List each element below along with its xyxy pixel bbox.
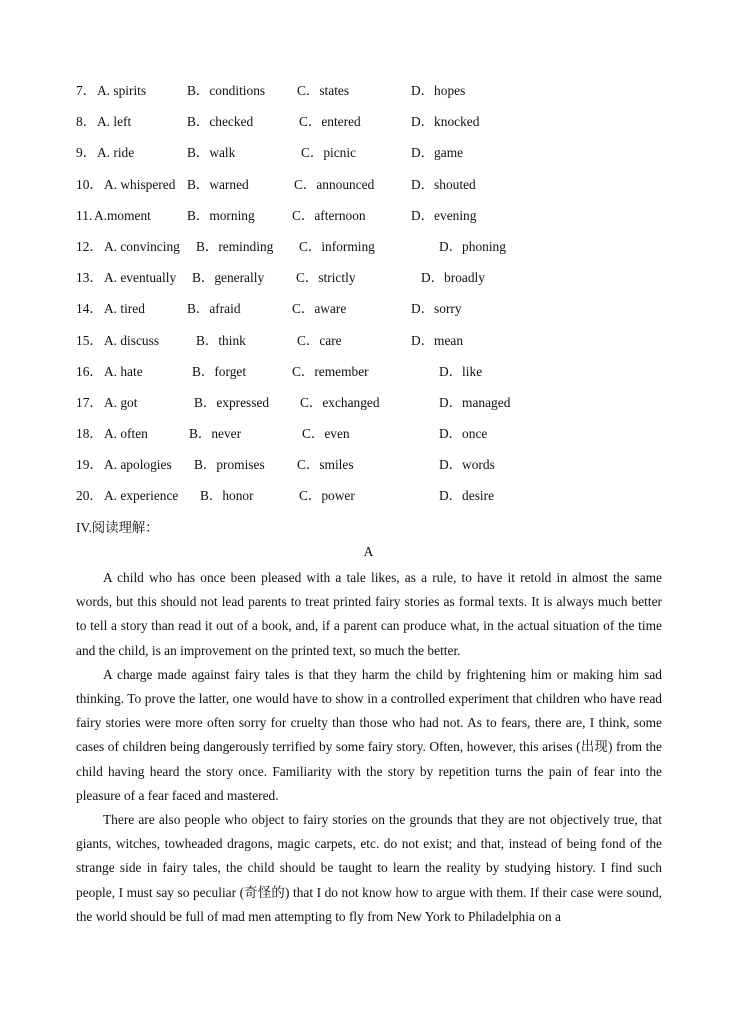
option-d: D．once: [439, 426, 488, 442]
option-a: A. discuss: [104, 332, 160, 348]
option-b: B．forget: [192, 363, 247, 379]
option-c: C．power: [299, 488, 355, 504]
option-b: B．generally: [192, 270, 265, 286]
option-a: A. eventually: [104, 270, 177, 286]
question-row: [76, 425, 676, 456]
option-d: D．like: [439, 363, 483, 379]
option-d: D．game: [411, 145, 464, 161]
option-d: D．phoning: [439, 238, 506, 254]
option-d: D．words: [439, 457, 495, 473]
option-c: C．announced: [294, 176, 375, 192]
question-row: [76, 363, 676, 394]
question-row: [76, 113, 676, 144]
option-d: D．desire: [439, 488, 495, 504]
question-number: 8．: [76, 114, 97, 130]
question-row: [76, 487, 676, 518]
option-b: B．walk: [187, 145, 236, 161]
option-a: A. hate: [104, 363, 143, 379]
option-c: C．afternoon: [292, 207, 366, 223]
question-number: 11.: [76, 207, 93, 223]
option-a: A. spirits: [97, 83, 147, 98]
option-c: C．remember: [292, 363, 369, 379]
passage-paragraph: A child who has once been pleased with a tale likes, as a rule, to have it retold in almost the same words, but this should not lead parents to treat printed fairy stories as formal texts. It is always much better to tell a story than read it out of a book, and, if a parent can produce what, in the actual situation of the time and the child, is an improvement on the printed text, so much the better.: [76, 570, 662, 658]
question-row: [76, 144, 676, 175]
option-b: B．checked: [187, 114, 254, 130]
option-a: A. apologies: [104, 457, 172, 473]
option-d: D．mean: [411, 332, 464, 348]
question-row: [76, 300, 676, 331]
passage-paragraph: There are also people who object to fairy stories on the grounds that they are not objectively true, that giants, witches, towheaded dragons, magic carpets, etc. do not exist; and that, instead of being fond of the strange side in fairy tales, the child should be taught to learn the reality by studying history. I find such people, I must say so peculiar (奇怪的) that I do not know how to argue with them. If their case were sound, the world should be full of mad men attempting to fly from New York to Philadelphia on a: [76, 812, 662, 924]
option-d: D．sorry: [411, 301, 462, 317]
option-c: C．informing: [299, 238, 375, 254]
option-b: B．reminding: [196, 238, 274, 254]
section-heading: IV.阅读理解：: [76, 520, 159, 535]
question-number: 15．: [76, 332, 103, 348]
option-b: B．conditions: [187, 83, 266, 98]
option-d: D．hopes: [411, 83, 466, 98]
passage-title: A: [363, 544, 374, 559]
passage-paragraph: A charge made against fairy tales is that they harm the child by frightening him or making him sad thinking. To prove the latter, one would have to show in a controlled experiment that children who have read fairy stories were more often sorry for cruelty than those who had not. As to fears, there are, I think, some cases of children being dangerously terrified by some fairy story. Often, however, this arises (出现) from the child having heard the story once. Familiarity with the story by repetition turns the pain of fear into the pleasure of a fear faced and mastered.: [76, 666, 662, 803]
option-c: C．exchanged: [300, 394, 380, 410]
options-list: [76, 82, 676, 519]
question-row: [76, 176, 676, 207]
option-b: B．morning: [187, 207, 255, 223]
question-number: 7．: [76, 83, 97, 98]
option-b: B．warned: [187, 176, 249, 192]
question-number: 19．: [76, 457, 103, 473]
option-b: B．expressed: [194, 394, 270, 410]
option-b: B．afraid: [187, 301, 241, 317]
option-c: C．picnic: [301, 145, 357, 161]
option-b: B．never: [189, 426, 242, 442]
option-a: A. whispered: [104, 176, 176, 192]
question-number: 20．: [76, 488, 103, 504]
option-a: A. often: [104, 426, 148, 442]
option-c: C．aware: [292, 301, 347, 317]
question-row: [76, 82, 676, 113]
passage: [76, 566, 662, 929]
option-d: D．shouted: [411, 176, 476, 192]
option-a: A. got: [104, 394, 138, 410]
question-number: 14．: [76, 301, 103, 317]
question-number: 10．: [76, 176, 103, 192]
question-row: [76, 332, 676, 363]
option-a: A. experience: [104, 488, 179, 504]
option-c: C．strictly: [296, 270, 356, 286]
option-a: A. ride: [97, 145, 135, 161]
question-row: [76, 207, 676, 238]
question-number: 9．: [76, 145, 97, 161]
option-d: D．knocked: [411, 114, 480, 130]
option-c: C．care: [297, 332, 342, 348]
option-c: C．entered: [299, 114, 361, 130]
option-b: B．think: [196, 332, 246, 348]
option-c: C．smiles: [297, 457, 354, 473]
question-row: [76, 456, 676, 487]
option-b: B．promises: [194, 457, 265, 473]
question-number: 17．: [76, 394, 103, 410]
question-row: [76, 394, 676, 425]
option-a: A. left: [97, 114, 132, 130]
option-d: D．managed: [439, 394, 511, 410]
question-row: [76, 238, 676, 269]
option-c: C．even: [302, 426, 350, 442]
question-number: 16．: [76, 363, 103, 379]
question-row: [76, 269, 676, 300]
question-number: 18．: [76, 426, 103, 442]
option-b: B．honor: [200, 488, 254, 504]
option-a: A. tired: [104, 301, 145, 317]
question-number: 12．: [76, 238, 103, 254]
question-number: 13．: [76, 270, 103, 286]
option-a: A. convincing: [104, 238, 180, 254]
option-a: A.moment: [94, 207, 151, 223]
option-d: D．broadly: [421, 270, 485, 286]
option-c: C．states: [297, 83, 350, 98]
option-d: D．evening: [411, 207, 477, 223]
